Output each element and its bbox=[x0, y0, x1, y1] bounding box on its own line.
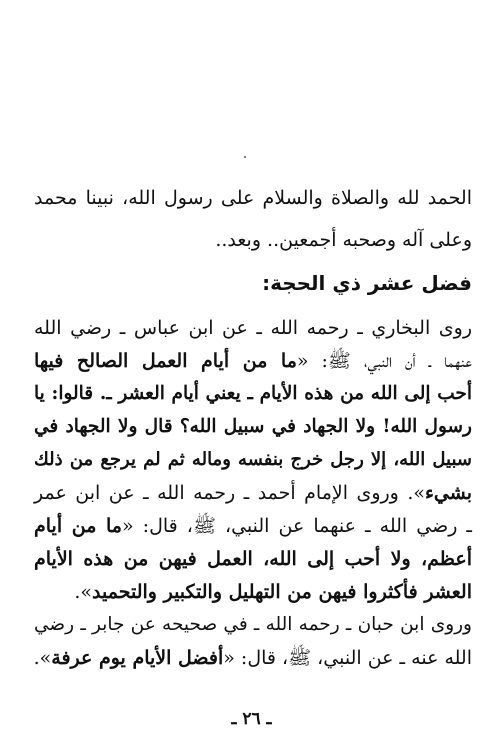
text-line-2-quote: ما من أيام العمل الصالح فيها bbox=[34, 350, 297, 372]
intro-line-1: الحمد لله والصلاة والسلام على رسول الله، نبينا محمد bbox=[34, 187, 472, 209]
section-heading: فضل عشر ذي الحجة: bbox=[262, 271, 472, 295]
text-line-4: رسول الله! ولا الجهاد في سبيل الله؟ قال ولا الجهاد في bbox=[34, 416, 472, 437]
text-line-11-quote: أفضل الأيام يوم عرفة bbox=[51, 647, 224, 669]
text-line-9 bbox=[34, 577, 472, 607]
text-line-7-quote: ما من أيام bbox=[34, 515, 122, 537]
text-line-3: أحب إلى الله من هذه الأيام ـ يعني أيام العشر ـ. قالوا: يا bbox=[34, 383, 472, 404]
page-number: ـ ٢٦ ـ bbox=[231, 709, 272, 729]
text-line-6 bbox=[34, 478, 472, 508]
text-line-11-plain: الله عنه ـ عن النبي، ﷺ، قال: « bbox=[223, 647, 472, 669]
text-line-2-plain: عنهما ـ أن النبي، ﷺ: « bbox=[296, 350, 472, 372]
text-line-11-end: ». bbox=[33, 647, 52, 669]
text-line-1: روى البخاري ـ رحمه الله ـ عن ابن عباس ـ رضي الله bbox=[34, 317, 472, 339]
text-line-11 bbox=[34, 643, 472, 673]
text-line-6-plain: ». وروى الإمام أحمد ـ رحمه الله ـ عن ابن عمر bbox=[34, 482, 425, 504]
text-line-7 bbox=[34, 511, 472, 541]
intro-line-2: وعلى آله وصحبه أجمعين.. وبعد.. bbox=[215, 229, 472, 251]
text-line-10: وروى ابن حبان ـ رحمه الله ـ في صحيحه عن جابر ـ رضي bbox=[34, 614, 472, 635]
text-line-2 bbox=[34, 346, 472, 376]
text-line-8: أعظم، ولا أحب إلى الله، العمل فيهن من هذه الأيام bbox=[34, 548, 472, 570]
text-line-5: سبيل الله، إلا رجل خرج بنفسه وماله ثم لم يرجع من ذلك bbox=[34, 449, 472, 470]
text-line-9-end: ». bbox=[74, 581, 93, 603]
text-line-7-plain: ـ رضي الله ـ عنهما عن النبي، ﷺ، قال: « bbox=[122, 515, 472, 537]
text-line-9-quote: العشر فأكثروا فيهن من التهليل والتكبير والتحميد bbox=[92, 581, 472, 603]
scan-speck bbox=[244, 156, 246, 158]
text-line-6-quote-end: بشيء bbox=[424, 482, 472, 504]
